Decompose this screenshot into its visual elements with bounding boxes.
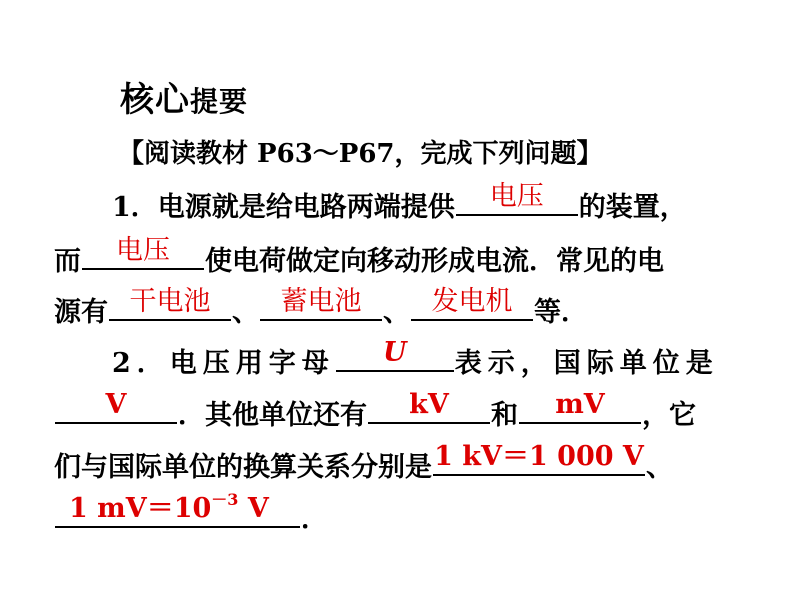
q2-text: 、 [646,452,673,483]
answer-blank[interactable] [411,286,533,321]
answer-blank[interactable] [109,286,231,321]
q1-line2 [54,235,664,282]
answer-text [69,485,300,524]
answer-blank[interactable] [336,337,454,372]
answer-text: mV [555,389,605,420]
answer-blank[interactable] [55,490,300,528]
q1-text: 使电荷做定向移动形成电流．常见的电 [205,246,664,277]
q2-text: ．其他单位还有 [178,400,367,431]
answer-exponent: －3 [211,490,239,509]
q1-text: 等． [534,297,588,328]
q2-text: 和 [491,400,518,431]
title-part2: 提要 [190,85,249,118]
q1-text: 的装置， [578,192,687,223]
q2-text: 表示，国际单位是 [454,348,719,379]
title-part1: 核心 [120,80,190,120]
answer-text: 干电池 [129,286,211,317]
q2-line2 [54,389,696,436]
answer-text: 蓄电池 [280,286,362,317]
instruction-text: 【阅读教材 P63～P67，完成下列问题】 [118,139,603,169]
answer-blank[interactable] [260,286,382,321]
q2-text: 2．电压用字母 [112,348,335,379]
answer-blank[interactable] [456,181,578,216]
q2-line3 [54,441,673,488]
q2-text: ． [301,504,328,535]
answer-unit: V [238,493,269,524]
answer-blank[interactable] [55,389,177,424]
q2-text: 们与国际单位的换算关系分别是 [54,452,432,483]
answer-base: 1 mV＝10 [69,493,212,524]
section-title [120,72,248,121]
separator: 、 [383,297,410,328]
separator: 、 [232,297,259,328]
answer-text: 1 kV＝1 000 V [434,441,644,472]
answer-text: 发电机 [431,286,513,317]
answer-text: V [105,389,127,420]
q2-line4 [54,490,328,540]
answer-blank[interactable] [433,441,645,476]
answer-text: 电压 [116,235,170,266]
answer-text: kV [409,389,449,420]
q1-line1 [112,181,687,228]
q2-text: ，它 [642,400,696,431]
answer-blank[interactable] [519,389,641,424]
q1-text: 而 [54,246,81,277]
q1-text: 1．电源就是给电路两端提供 [112,192,455,223]
q1-text: 源有 [54,297,108,328]
q1-line3 [54,286,588,333]
answer-text: U [383,337,407,368]
q2-line1 [112,337,719,384]
answer-blank[interactable] [368,389,490,424]
answer-text: 电压 [489,181,544,212]
answer-blank[interactable] [82,235,204,270]
